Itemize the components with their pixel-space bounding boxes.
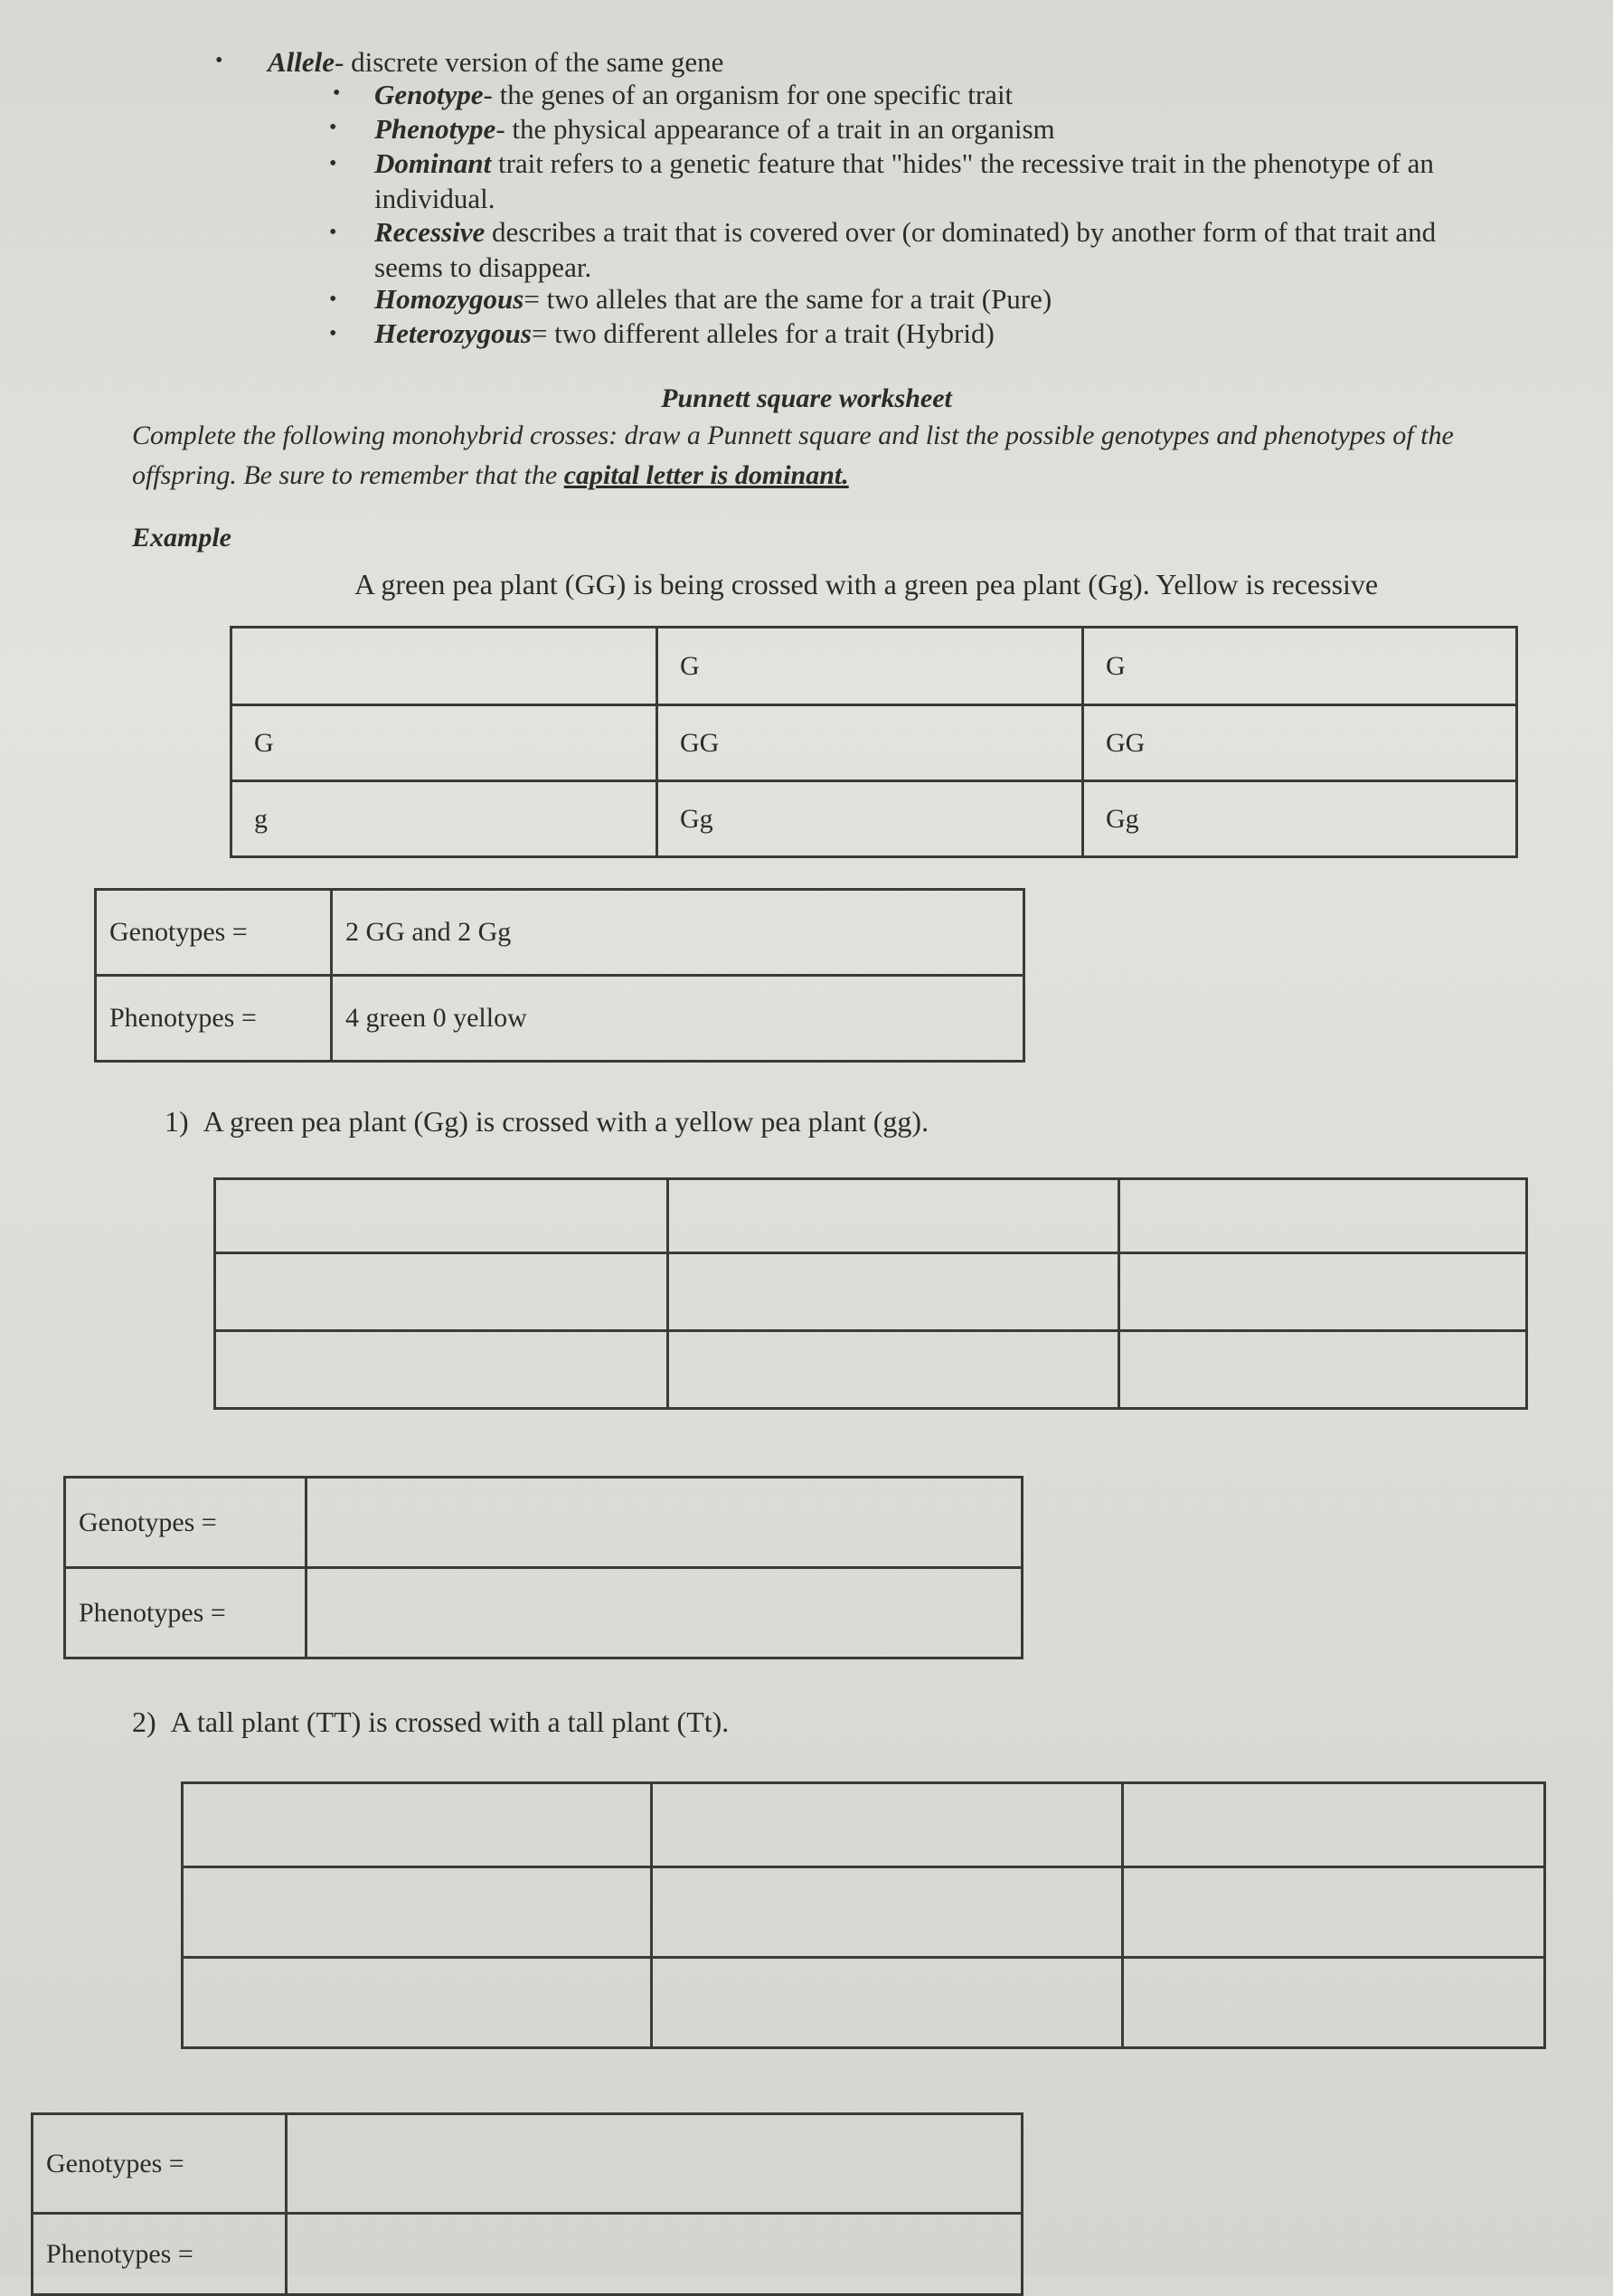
- punnett-cell[interactable]: [215, 1331, 668, 1409]
- problem-1-summary-table: [63, 1476, 1023, 1659]
- example-punnett-square: [230, 626, 1518, 858]
- definition-heterozygous: [374, 317, 995, 352]
- punnett-cell: [231, 628, 657, 705]
- punnett-cell: Gg: [657, 781, 1083, 857]
- definition-text: = two different alleles for a trait (Hybrid): [531, 317, 995, 349]
- punnett-cell[interactable]: [1119, 1331, 1527, 1409]
- genotypes-label: Genotypes =: [33, 2114, 287, 2214]
- punnett-cell: GG: [1083, 705, 1517, 781]
- punnett-cell: G: [231, 705, 657, 781]
- problem-1-prompt: [165, 1105, 929, 1139]
- punnett-cell[interactable]: [183, 1958, 652, 2048]
- problem-text: A green pea plant (Gg) is crossed with a yellow pea plant (gg).: [203, 1105, 929, 1138]
- punnett-cell[interactable]: [652, 1867, 1123, 1958]
- definition-text: - the genes of an organism for one specific trait: [483, 79, 1014, 110]
- punnett-cell[interactable]: [668, 1253, 1119, 1331]
- punnett-cell[interactable]: [215, 1253, 668, 1331]
- definition-term: Allele: [268, 46, 335, 78]
- definition-text: describes a trait that is covered over (or dominated) by another form of that trait and seems to disappear.: [374, 216, 1437, 283]
- definition-text: = two alleles that are the same for a trait (Pure): [524, 283, 1052, 315]
- phenotypes-label: Phenotypes =: [96, 976, 332, 1062]
- punnett-cell: g: [231, 781, 657, 857]
- problem-2-punnett-square: [181, 1781, 1546, 2049]
- definition-term: Dominant: [374, 147, 492, 179]
- instructions-emphasis: capital letter is dominant.: [563, 459, 849, 490]
- problem-number: 2): [132, 1705, 156, 1738]
- definition-term: Recessive: [374, 216, 486, 248]
- definition-recessive: [374, 215, 1486, 286]
- genotypes-label: Genotypes =: [65, 1478, 307, 1568]
- punnett-cell: GG: [657, 705, 1083, 781]
- genotypes-value: 2 GG and 2 Gg: [332, 890, 1024, 976]
- punnett-cell[interactable]: [652, 1783, 1123, 1867]
- definition-text: - the physical appearance of a trait in an organism: [495, 113, 1055, 145]
- definition-homozygous: [374, 282, 1052, 317]
- punnett-cell[interactable]: [668, 1331, 1119, 1409]
- phenotypes-label: Phenotypes =: [33, 2214, 287, 2295]
- genotypes-answer-field[interactable]: [287, 2114, 1023, 2214]
- phenotypes-value: 4 green 0 yellow: [332, 976, 1024, 1062]
- bullet: •: [329, 221, 337, 244]
- punnett-cell[interactable]: [1123, 1958, 1545, 2048]
- definition-text: - discrete version of the same gene: [335, 46, 724, 78]
- punnett-cell[interactable]: [183, 1867, 652, 1958]
- definition-phenotype: [374, 112, 1055, 147]
- example-prompt: A green pea plant (GG) is being crossed with a green pea plant (Gg). Yellow is recessive: [354, 568, 1379, 600]
- bullet: •: [329, 116, 337, 139]
- punnett-cell: Gg: [1083, 781, 1517, 857]
- definition-dominant: [374, 146, 1514, 217]
- example-label: Example: [132, 523, 231, 553]
- bullet: •: [215, 49, 223, 72]
- punnett-cell[interactable]: [1119, 1179, 1527, 1253]
- problem-2-summary-table: [31, 2112, 1023, 2296]
- phenotypes-answer-field[interactable]: [307, 1568, 1023, 1658]
- problem-1-punnett-square: [213, 1177, 1528, 1410]
- punnett-cell[interactable]: [652, 1958, 1123, 2048]
- definition-term: Heterozygous: [374, 317, 532, 349]
- instructions: [132, 416, 1542, 495]
- bullet: •: [333, 81, 341, 105]
- punnett-cell[interactable]: [1119, 1253, 1527, 1331]
- phenotypes-answer-field[interactable]: [287, 2214, 1023, 2295]
- genotypes-label: Genotypes =: [96, 890, 332, 976]
- punnett-cell[interactable]: [183, 1783, 652, 1867]
- punnett-cell[interactable]: [668, 1179, 1119, 1253]
- punnett-cell[interactable]: [1123, 1783, 1545, 1867]
- example-summary-table: [94, 888, 1025, 1063]
- bullet: •: [329, 322, 337, 345]
- problem-text: A tall plant (TT) is crossed with a tall plant (Tt).: [170, 1705, 730, 1738]
- phenotypes-label: Phenotypes =: [65, 1568, 307, 1658]
- definition-term: Genotype: [374, 79, 484, 110]
- definition-term: Phenotype: [374, 113, 496, 145]
- punnett-cell: G: [1083, 628, 1517, 705]
- definition-allele: [268, 45, 723, 80]
- definition-term: Homozygous: [374, 283, 524, 315]
- problem-2-prompt: [132, 1705, 729, 1739]
- punnett-cell[interactable]: [215, 1179, 668, 1253]
- genotypes-answer-field[interactable]: [307, 1478, 1023, 1568]
- punnett-cell[interactable]: [1123, 1867, 1545, 1958]
- bullet: •: [329, 288, 337, 311]
- worksheet-title: Punnett square worksheet: [661, 383, 952, 413]
- punnett-cell: G: [657, 628, 1083, 705]
- definition-genotype: [374, 78, 1013, 113]
- bullet: •: [329, 152, 337, 175]
- instructions-text: Complete the following monohybrid crosses: draw a Punnett square and list the possible genotypes and phenotypes of the offspring. Be sure to remember that the: [132, 420, 1454, 490]
- definition-text: trait refers to a genetic feature that "hides" the recessive trait in the phenotype of an individual.: [374, 147, 1434, 214]
- problem-number: 1): [165, 1105, 189, 1138]
